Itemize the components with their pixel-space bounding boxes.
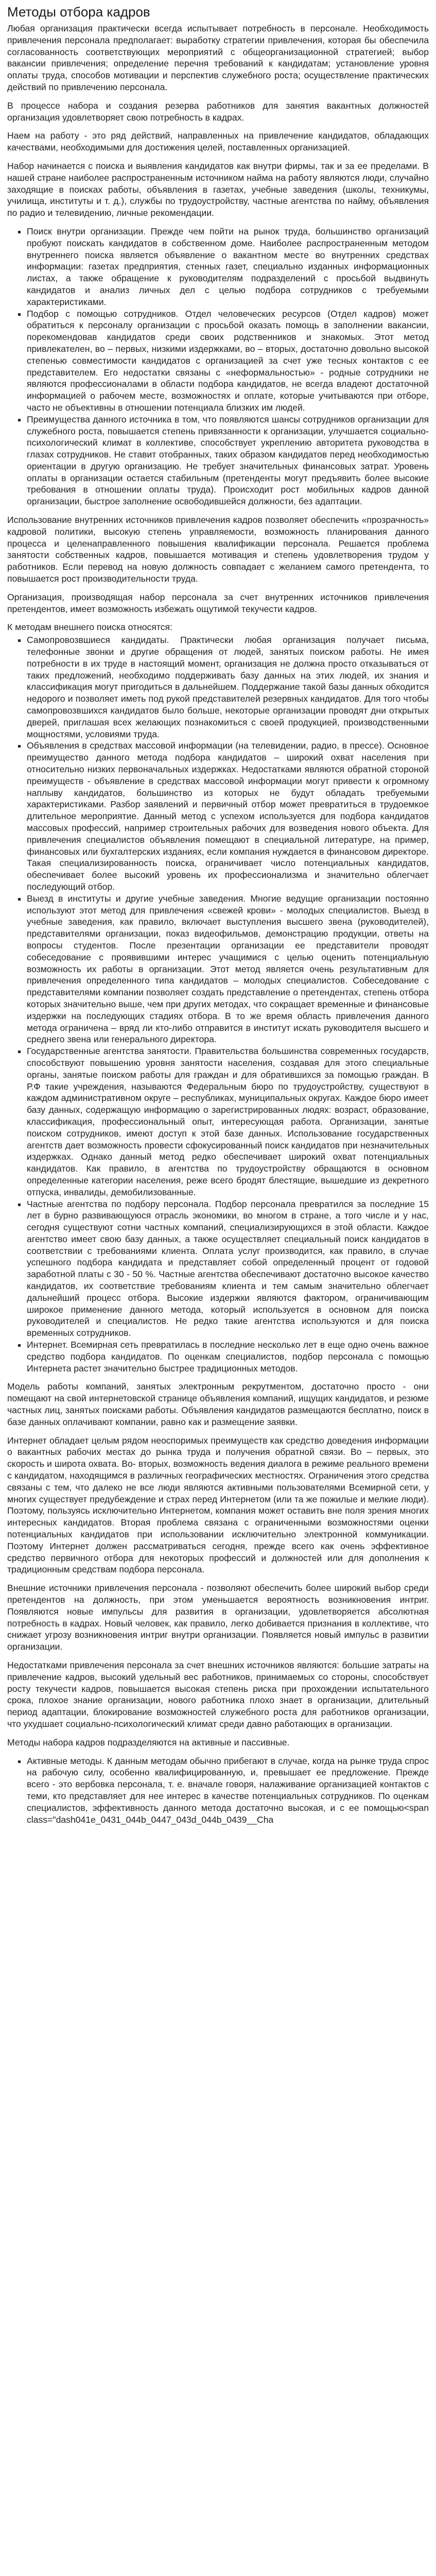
list-item: ▪ Интернет. Всемирная сеть превратилась в последние несколько лет в еще одно очень важное средство подбора кандидатов. По оценкам специалистов, подбор персонала с помощью Интернета растет значительно быстрее традиционных методов. <box>27 1339 429 1374</box>
list-item: ▪ Самопровозвшиеся кандидаты. Практически любая организация получает письма, телефонные звонки и другие обращения от людей, занятых поиском работы. Не имея потребности в их труде в настоящий момент, организация не должна просто отказываться от таких предложений, необходимо поддерживать базу данных на этих людей, их знания и классификация могут пригодиться в дальнейшем. Поддержание такой базы данных обходится недорого и позволяет иметь под рукой представителей резервных кандидатов. Для того чтобы самопровозвшихся кандидатов было больше, некоторые организации проводят дни открытых дверей, приглашая всех желающих познакомиться с своей продукцией, производственными мощностями, условиями труда. <box>27 634 429 740</box>
bullet-list <box>7 634 429 1374</box>
paragraph: Недостатками привлечения персонала за счет внешних источников являются: большие затраты на привлечение кадров, высокий удельный вес работников, принимаемых со стороны, способствует росту текучести кадров, повышается высокая степень риска при прохождении испытательного срока, плохое знание организации, нового работника плохо знает в организации, длительный период адаптации, блокирование возможностей служебного роста для работников организации, что ухудшает социально-психологический климат среди давно работающих в организации. <box>7 1659 429 1729</box>
paragraph: В процессе набора и создания резерва работников для занятия вакантных должностей организация удовлетворяет свою потребность в кадрах. <box>7 100 429 123</box>
list-item: ▪ Выезд в институты и другие учебные заведения. Многие ведущие организации постоянно используют этот метод для привлечения «свежей крови» - молодых специалистов. Выезд в учебные заведения, как правило, включает выступления высшего звена (руководителей), представителями организации, показ видеофильмов, демонстрацию продукции, ответы на вопросы студентов. После презентации организации ее представители проводят собеседование с проявившими интерес учащимися с целью оценить потенциальную возможность их работы в организации. Этот метод является очень результативным для привлечения определенного типа кандидатов – молодых специалистов. Собеседование с представителями компании позволяет создать представление о претендентах, степень отбора которых значительно выше, чем при других методах, что сокращает временные и финансовые издержки на последующих стадиях отбора. В то же время область привлечения данного метода ограничена – вряд ли кто-либо отправится в институт искать руководителя высшего и среднего звена или генерального директора. <box>27 893 429 1045</box>
list-item: ▪ Подбор с помощью сотрудников. Отдел человеческих ресурсов (Отдел кадров) может обратиться к персоналу организации с просьбой оказать помощь в заполнении вакансии, порекомендовав кандидатов среди своих родственников и знакомых. Этот метод привлекателен, во – первых, низкими издержками, во – вторых, достаточно довольно высокой степенью совместимости кандидатов с организацией за счет уже тесных контактов с ее представителем. Его недостатки связаны с «неформальностью» - родные сотрудники не являются профессионалами в области подбора кандидатов, не всегда владеют достаточной информацией о рабочем месте, возможностях и оплате, которые учитываются при отборе, часто не объективны в отношении потенциала близких им людей. <box>27 308 429 414</box>
paragraph: Любая организация практически всегда испытывает потребность в персонале. Необходимость привлечения персонала предполагает: выработку стратегии привлечения, которая бы обеспечила согласованность соответствующих мероприятий с общеорганизационной стратегией; выбор вакансии привлечения; определение перечня требований к кандидатам; установление уровня оплаты труда, способов мотивации и перспектив служебного роста; осуществление практических действий по привлечению персонала. <box>7 23 429 92</box>
list-item: ▪ Активные методы. К данным методам обычно прибегают в случае, когда на рынке труда спрос на рабочую силу, особенно квалифицированную, и, превышает ее предложение. Прежде всего - это вербовка персонала, т. е. вначале говоря, налаживание организацией контактов с теми, кто представляет для нее интерес в качестве потенциальных сотрудников. По оценкам специалистов, эффективность данного метода достаточно высокая, и с ее помощью<span class="dash041e_0431_044b_0447_043d_044b_0439__Cha <box>27 1755 429 1826</box>
paragraph: Интернет обладает целым рядом неоспоримых преимуществ как средство доведения информации о вакантных рабочих местах до рынка труда и получения обратной связи. Во – первых, это скорость и широта охвата. Во- вторых, возможность ведения диалога в режиме реального времени с кандидатом, находящимся в различных географических местностях. Ограничения этого средства связаны с тем, что далеко не все люди являются активными пользователями Всемирной сети, у многих существует предубеждение и страх перед Интернетом (или та же пожилые и мелкие люди). Поэтому, пользуясь исключительно Интернетом, компания может оставить вне поля зрения многих интересных кандидатов. Вторая проблема связана с ограниченными возможностями оценки потенциальных кандидатов при использовании исключительно электронной коммуникации. Поэтому Интернет должен рассматриваться сегодня, прежде всего как очень эффективное средство первичного отбора для некоторых профессий и должностей или для дополнения к традиционным средствам подбора персонала. <box>7 1435 429 1575</box>
paragraph: Набор начинается с поиска и выявления кандидатов как внутри фирмы, так и за ее пределами. В нашей стране наиболее распространенным источником найма на работу являются люди, случайно заходящие в поисках работы, объявления в газетах, учебные заведения (школы, техникумы, училища, институты и т. д.), службы по трудоустройству, частные агентства по найму, объявления по радио и телевидению, личные рекомендации. <box>7 160 429 218</box>
paragraph: Модель работы компаний, занятых электронным рекрутментом, достаточно просто - они помещают на свой интернетовской странице объявления компаний, ищущих кандидатов, и резюме частных лиц, занятых поисками работы. Объявления кандидатов размещаются бесплатно, поиск в базе данных оплачивают компании, равно как и размещение заявки. <box>7 1381 429 1427</box>
article-body <box>7 23 429 1825</box>
list-item: ▪ Государственные агентства занятости. Правительства большинства современных государств, способствуют повышению уровня занятости населения, создавая для этого специальные органы, занятые поиском работы для граждан и для обратившихся за помощью граждан. В Р.Ф такие учреждения, называются Федеральным бюро по трудоустройству, существуют в каждом административном округе – республиках, муниципальных округах. Каждое бюро имеет базу данных, содержащую информацию о зарегистрированных людях: возраст, образование, классификация, профессиональный опыт, интересующая работа. Организации, занятые поиском сотрудников, имеют доступ к этой базе данных. Использование государственных агентств дает возможность провести сфокусированный поиск кандидатов при незначительных издержках. Однако данный метод редко обеспечивает широкий охват потенциальных кандидатов. Как правило, в агентства по трудоустройству обращаются в основном определенные категории населения, реже всего бродят блестящие, вышедшие из декретного отпуска, инвалиды, демобилизованные. <box>27 1045 429 1198</box>
paragraph: Использование внутренних источников привлечения кадров позволяет обеспечить «прозрачность» кадровой политики, высокую степень управляемости, возможность планирования данного процесса и целенаправленного повышения квалификации персонала. Решается проблема занятости собственных кадров, повышается мотивация и степень удовлетворения трудом у работников. Если перевод на новую должность совпадает с желанием самого претендента, то повышается рост производительности труда. <box>7 515 429 584</box>
paragraph: Наем на работу - это ряд действий, направленных на привлечение кандидатов, обладающих качествами, необходимыми для достижения целей, поставленных организацией. <box>7 130 429 153</box>
section-label: К методам внешнего поиска относятся: <box>7 622 172 633</box>
bullet-list <box>7 226 429 507</box>
list-item: ▪ Преимущества данного источника в том, что появляются шансы сотрудников организации для служебного роста, повышается степень привязанности к организации, улучшается социально-психологический климат в коллективе, способствует укреплению авторитета руководства в глазах сотрудников. Не ставит отобранных, таких образом кандидатов перед необходимостью ориентации в другую организацию. Не требует значительных финансовых затрат. Уровень оплаты в организации остается стабильным (претенденты могут предъявить более высокие требования в отношении оплаты труда). Происходит рост мобильных кадров данной организации, быстрое заполнение освободившейся должности, без адаптации. <box>27 414 429 507</box>
list-item: ▪ Объявления в средствах массовой информации (на телевидении, радио, в прессе). Основное преимущество данного метода подбора кандидатов – широкий охват населения при относительно низких первоначальных издержках. Недостатками являются обратной стороной преимуществ - объявление в средствах массовой информации могут привести к огромному наплыву кандидатов, большинство из которых не будут обладать требуемыми характеристиками. Разбор заявлений и первичный отбор может превратиться в трудоемкое длительное мероприятие. Данный метод с успехом используется для подбора кандидатов массовых профессий, например строительных рабочих для возведения нового объекта. Для привлечения специалистов объявления помещают в специальной литературе, на пример, финансовых или бухгалтерских изданиях, если компания нуждается в финансовом директоре. Такая специализированность поиска, ограничивает число потенциальных кандидатов, обеспечивает более высокий уровень их профессионализма и значительно облегчает последующий отбор. <box>27 740 429 892</box>
list-item: ▪ Частные агентства по подбору персонала. Подбор персонала превратился за последние 15 лет в бурно развивающуюся отрасль экономики, во многом в стране, а того числе и у нас, сегодня существуют сотни частных компаний, специализирующихся в этой области. Каждое агентство имеет свою базу данных, а также осуществляет специальный поиск кандидатов в соответствии с требованиями клиента. Оплата услуг производится, как правило, в случае успешного подбора кандидата и представляет собой определенный процент от годовой заработной платы с 30 - 50 %. Частные агентства обеспечивают достаточно высокое качество кандидатов, их соответствие требованиям клиента и тем самым значительно облегчает дальнейший процесс отбора. Высокие издержки являются фактором, ограничивающим широкое применение данного метода, который используется в основном для поиска руководителей и специалистов. Не редко такие агентства используются и для поиска временных сотрудников. <box>27 1198 429 1340</box>
paragraph: Внешние источники привлечения персонала - позволяют обеспечить более широкий выбор среди претендентов на должность, при этом уменьшается вероятность возникновения интриг. Появляются новые импульсы для развития в организации, удовлетворяется абсолютная потребность в кадрах. Новый человек, как правило, легко добивается признания в коллективе, что снижает угрозу возникновения интриг внутри организации. Появляется новый импульс в развитии организации. <box>7 1583 429 1652</box>
paragraph: Организация, производящая набор персонала за счет внутренних источников привлечения претендентов, имеет возможность избежать ощутимой текучести кадров. <box>7 591 429 614</box>
page-title: Методы отбора кадров <box>7 4 150 20</box>
bullet-list <box>7 1755 429 1826</box>
list-item: ▪ Поиск внутри организации. Прежде чем пойти на рынок труда, большинство организаций пробуют поискать кандидатов в собственном доме. Наиболее распространенным методом внутреннего поиска является объявление о вакантном месте во внутренних средствах информации: газетах предприятия, стенных газет, специально изданных информационных листах, а также обращение к руководителям подразделений с просьбой выдвинуть кандидатов и анализ личных дел с целью подбора сотрудников с требуемыми характеристиками. <box>27 226 429 308</box>
paragraph: Методы набора кадров подразделяются на активные и пассивные. <box>7 1737 290 1748</box>
